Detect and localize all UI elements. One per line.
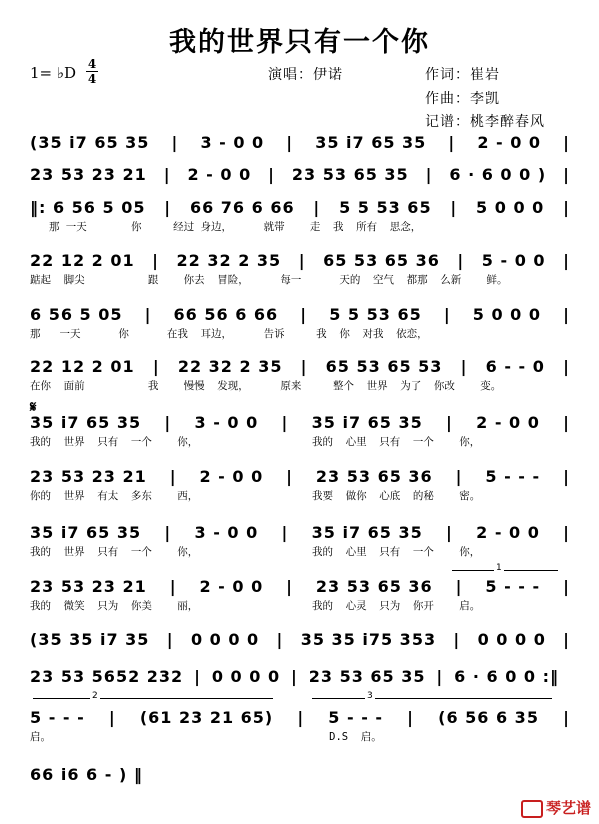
measure: 23 53 65 36 <box>315 577 433 596</box>
barline: | <box>313 198 321 217</box>
measure: 5 - 0 0 <box>481 251 546 270</box>
barline: | <box>563 630 570 649</box>
barline: | <box>436 667 444 686</box>
composer-credit: 作曲：李凯 <box>425 91 500 107</box>
notation-row <box>30 523 570 558</box>
measure: 23 53 65 36 <box>315 467 433 486</box>
barline: | <box>563 165 570 184</box>
barline: | <box>286 133 294 152</box>
barline: | <box>268 165 275 184</box>
measure: 6 · 6 0 0 ) <box>449 165 547 184</box>
volta-1-number: 1 <box>496 563 502 573</box>
site-watermark <box>521 797 591 818</box>
watermark-logo-icon <box>521 800 543 818</box>
measure: 5 - - - <box>485 577 541 596</box>
barline: | <box>407 708 415 727</box>
measure: 23 53 65 35 <box>291 165 409 184</box>
barline: | <box>460 357 468 376</box>
measure: (6 56 6 35 <box>438 708 539 727</box>
measure: 23 53 23 21 <box>30 577 147 596</box>
volta-bracket-1 <box>452 570 558 571</box>
barline: | <box>144 305 152 324</box>
barline: | <box>108 708 116 727</box>
measure: 5 5 53 65 <box>329 305 422 324</box>
lyric-line: 那 一天 你 在我 耳边， 告诉 我 你 对我 依恋， <box>30 328 428 340</box>
measure: 2 - 0 0 <box>187 165 252 184</box>
measure: 0 0 0 0 <box>211 667 281 686</box>
barline: | <box>286 467 293 486</box>
barline: | <box>164 413 172 432</box>
measure: 5 - - - <box>485 467 541 486</box>
barline: | <box>152 251 160 270</box>
measure: 5 - - - <box>328 708 384 727</box>
lyric-line: 启。 D.S 启。 <box>30 731 382 743</box>
barline: | <box>281 413 289 432</box>
segno-sign: 𝄋 <box>30 398 37 416</box>
time-signature <box>86 58 98 85</box>
notation-line <box>30 251 570 271</box>
barline: | <box>281 523 289 542</box>
barline: | <box>169 577 177 596</box>
notation-line <box>30 305 570 325</box>
measure: 22 32 2 35 <box>177 357 283 376</box>
measure: 2 - 0 0 <box>199 467 264 486</box>
barline: | <box>300 305 308 324</box>
barline: | <box>563 198 570 217</box>
measure: 6 56 5 05 <box>30 305 123 324</box>
lyric-line: 我的 微笑 只为 你美 丽， 我的 心灵 只为 你开 启。 <box>30 600 481 612</box>
measure: 65 53 65 53 <box>325 357 443 376</box>
measure: 23 53 23 21 <box>30 165 147 184</box>
notation-line <box>30 523 570 543</box>
notation-row <box>30 251 570 286</box>
notation-line <box>30 133 570 153</box>
measure: 0 0 0 0 <box>190 630 260 649</box>
barline: | <box>448 133 456 152</box>
measure: (35 i7 65 35 <box>30 133 150 152</box>
notation-line <box>30 630 570 650</box>
barline: | <box>455 577 463 596</box>
measure: (61 23 21 65) <box>139 708 274 727</box>
lyric-line: 在你 面前 我 慢慢 发现， 原来 整个 世界 为了 你改 变。 <box>30 380 502 392</box>
volta-bracket-2 <box>33 698 273 699</box>
measure: 2 - 0 0 <box>477 133 542 152</box>
notation-row <box>30 765 570 785</box>
barline: | <box>563 708 570 727</box>
measure: 22 12 2 01 <box>30 357 135 376</box>
barline: | <box>300 357 308 376</box>
measure: 3 - 0 0 <box>194 413 259 432</box>
measure: 3 - 0 0 <box>194 523 259 542</box>
barline: | <box>453 630 461 649</box>
measure: 23 53 23 21 <box>30 467 147 486</box>
notation-row <box>30 357 570 392</box>
barline: | <box>163 165 171 184</box>
measure: ‖: 6 56 5 05 <box>30 198 146 217</box>
notation-row <box>30 133 570 153</box>
measure: 35 i7 65 35 <box>315 133 427 152</box>
notation-row <box>30 667 570 687</box>
notation-line <box>30 467 570 487</box>
barline: | <box>169 467 177 486</box>
notation-row <box>30 165 570 185</box>
barline: | <box>563 305 570 324</box>
barline: | <box>455 467 463 486</box>
barline: | <box>446 523 453 542</box>
lyricist-credit: 作词：崔岩 <box>425 67 500 83</box>
barline: | <box>450 198 458 217</box>
measure: 22 12 2 01 <box>30 251 135 270</box>
barline: | <box>194 667 201 686</box>
notation-row <box>30 305 570 340</box>
lyric-line: 踮起 脚尖 跟 你去 冒险， 每一 天的 空气 都那 么新 鲜。 <box>30 274 508 286</box>
lyric-line: 我的 世界 只有 一个 你， 我的 心里 只有 一个 你， <box>30 546 481 558</box>
notation-row <box>30 198 570 233</box>
measure: 3 - 0 0 <box>200 133 265 152</box>
song-title: 我的世界只有一个你 <box>169 27 430 58</box>
notation-row <box>30 708 570 743</box>
barline: | <box>166 630 174 649</box>
notation-row <box>30 467 570 502</box>
measure: 66 56 6 66 <box>173 305 279 324</box>
measure: 23 53 65 35 <box>308 667 426 686</box>
measure: 5 0 0 0 <box>472 305 542 324</box>
measure: 65 53 65 36 <box>323 251 440 270</box>
barline: | <box>298 251 306 270</box>
barline: | <box>171 133 179 152</box>
notation-row <box>30 413 570 448</box>
lyric-line: 你的 世界 有太 多东 西， 我要 做你 心底 的秘 密。 <box>30 490 481 502</box>
barline: | <box>164 198 172 217</box>
time-signature-top: 4 <box>87 57 97 71</box>
measure: 6 · 6 0 0 :‖ <box>454 667 560 686</box>
notation-line <box>30 357 570 377</box>
measure: 23 53 5652 232 <box>30 667 184 686</box>
barline: | <box>563 467 570 486</box>
watermark-text: 琴艺谱 <box>545 799 591 817</box>
measure: 35 i7 65 35 <box>311 523 423 542</box>
barline: | <box>446 413 453 432</box>
barline: | <box>297 708 305 727</box>
barline: | <box>457 251 465 270</box>
barline: | <box>563 357 570 376</box>
singer-credit: 演唱：伊诺 <box>268 67 343 83</box>
barline: | <box>443 305 451 324</box>
volta-bracket-3 <box>312 698 552 699</box>
measure: 5 - - - <box>30 708 85 727</box>
notation-line <box>30 667 570 687</box>
measure: (35 35 i7 35 <box>30 630 150 649</box>
barline: | <box>563 133 570 152</box>
barline: | <box>164 523 172 542</box>
barline: | <box>563 523 570 542</box>
barline: | <box>563 413 570 432</box>
measure: 66 76 6 66 <box>189 198 295 217</box>
measure: 35 i7 65 35 <box>30 413 142 432</box>
measure: 5 0 0 0 <box>476 198 545 217</box>
lyric-line: 那 一天 你 经过 身边， 就带 走 我 所有 思念， <box>30 221 422 233</box>
measure: 2 - 0 0 <box>199 577 264 596</box>
lyric-line: 我的 世界 只有 一个 你， 我的 心里 只有 一个 你， <box>30 436 481 448</box>
measure: 2 - 0 0 <box>476 413 540 432</box>
notation-line <box>30 765 570 785</box>
key-signature: 1= ♭D <box>30 64 76 82</box>
measure: 35 i7 65 35 <box>30 523 142 542</box>
barline: | <box>290 667 298 686</box>
volta-3-number: 3 <box>367 691 373 701</box>
measure: 0 0 0 0 <box>477 630 546 649</box>
notation-row <box>30 577 570 612</box>
measure: 66 i6 6 - ) ‖ <box>30 765 143 784</box>
barline: | <box>563 577 570 596</box>
measure: 22 32 2 35 <box>176 251 282 270</box>
notation-line <box>30 165 570 185</box>
volta-2-number: 2 <box>92 691 98 701</box>
notation-row <box>30 630 570 650</box>
barline: | <box>152 357 160 376</box>
barline: | <box>286 577 293 596</box>
transcriber-credit: 记谱：桃李醉春风 <box>425 114 545 130</box>
barline: | <box>563 251 570 270</box>
measure: 5 5 53 65 <box>339 198 432 217</box>
measure: 35 i7 65 35 <box>311 413 423 432</box>
notation-line <box>30 708 570 728</box>
measure: 2 - 0 0 <box>476 523 540 542</box>
time-signature-bottom: 4 <box>87 72 97 86</box>
barline: | <box>425 165 433 184</box>
notation-line <box>30 198 570 218</box>
measure: 6 - - 0 <box>485 357 545 376</box>
barline: | <box>276 630 284 649</box>
notation-line <box>30 577 570 597</box>
notation-line <box>30 413 570 433</box>
measure: 35 35 i75 353 <box>300 630 437 649</box>
